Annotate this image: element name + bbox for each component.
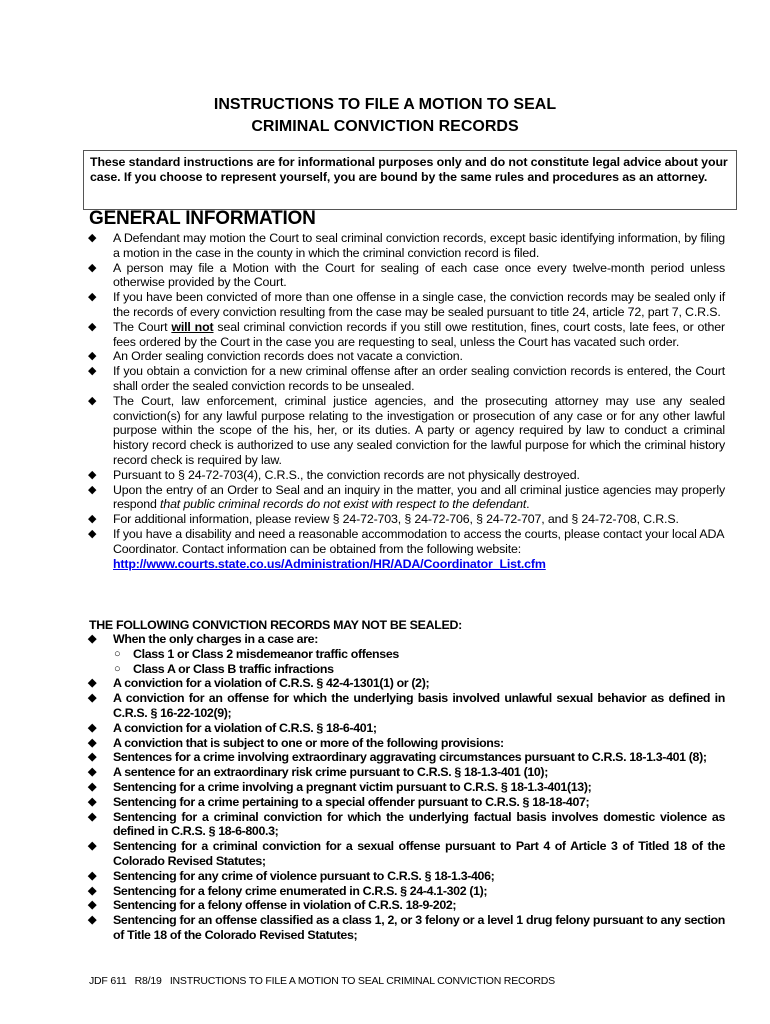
italic-text: that public criminal records do not exist with respect to the defendant — [160, 497, 527, 512]
item-text: A sentence for an extraordinary risk crime pursuant to C.R.S. § 18-1.3-401 (10); — [113, 765, 548, 780]
item-text: Sentencing for a criminal conviction for which the underlying factual basis involves domestic violence as defined in C.R.S. § 18-6-800.3; — [113, 809, 725, 839]
not-sealed-list — [88, 632, 725, 943]
item-text: Sentences for a crime involving extraordinary aggravating circumstances pursuant to C.R.S. 18-1.3-401 (8); — [113, 750, 707, 765]
list-item — [88, 394, 725, 468]
list-item — [88, 512, 725, 527]
diamond-bullet-icon: ◆ — [88, 884, 97, 897]
item-text: Sentencing for any crime of violence pursuant to C.R.S. § 18-1.3-406; — [113, 868, 495, 883]
list-item — [88, 483, 725, 513]
item-text: Class 1 or Class 2 misdemeanor traffic offenses — [133, 646, 399, 661]
circle-bullet-icon: ○ — [114, 662, 121, 675]
emphasis-will-not: will not — [171, 319, 214, 334]
item-text: When the only charges in a case are: — [113, 632, 318, 646]
diamond-bullet-icon: ◆ — [88, 291, 97, 304]
item-text: Pursuant to § 24-72-703(4), C.R.S., the conviction records are not physically destroyed. — [113, 467, 580, 482]
diamond-bullet-icon: ◆ — [88, 350, 97, 363]
item-text: The Court, law enforcement, criminal justice agencies, and the prosecuting attorney may use any sealed conviction(s) for any lawful purpose relating to the investigation or prosecution of any case or for any other lawful purpose within the scope of the his, her, or its duties. A party or agency required by law to conduct a criminal history record check is authorized to use any sealed conviction for the lawful purpose for which the criminal history record check is required by law. — [113, 393, 725, 467]
item-text: Sentencing for a felony crime enumerated in C.R.S. § 24-4.1-302 (1); — [113, 883, 488, 898]
list-item — [88, 261, 725, 291]
not-sealed-heading: THE FOLLOWING CONVICTION RECORDS MAY NOT BE SEALED: — [89, 618, 462, 632]
item-text: Sentencing for an offense classified as a class 1, 2, or 3 felony or a level 1 drug felony pursuant to any section of Title 18 of the Colorado Revised Statutes; — [113, 913, 725, 942]
diamond-bullet-icon: ◆ — [88, 914, 97, 927]
list-item — [88, 795, 725, 810]
item-text: Sentencing for a felony offense in violation of C.R.S. 18-9-202; — [113, 898, 457, 913]
diamond-bullet-icon: ◆ — [88, 751, 97, 764]
list-item — [88, 676, 725, 691]
diamond-bullet-icon: ◆ — [88, 810, 97, 823]
item-text: A person may file a Motion with the Court for sealing of each case once every twelve-month period unless otherwise provided by the Court. — [113, 260, 725, 290]
list-item — [88, 780, 725, 795]
item-text: The Court — [113, 319, 172, 334]
diamond-bullet-icon: ◆ — [88, 840, 97, 853]
list-item — [88, 721, 725, 736]
item-text: A conviction that is subject to one or more of the following provisions: — [113, 735, 504, 750]
item-text: Class A or Class B traffic infractions — [133, 661, 334, 676]
list-item — [88, 231, 725, 261]
list-item — [88, 765, 725, 780]
sub-list-item — [88, 662, 725, 677]
diamond-bullet-icon: ◆ — [88, 365, 97, 378]
diamond-bullet-icon: ◆ — [88, 633, 97, 645]
item-text: For additional information, please review § 24-72-703, § 24-72-706, § 24-72-707, and § 24-72-708, C.R.S. — [113, 512, 679, 527]
list-item — [88, 884, 725, 899]
diamond-bullet-icon: ◆ — [88, 468, 97, 481]
item-text: seal criminal conviction records if you still owe restitution, fines, court costs, late fees, or other fees ordered by the Court in the case you are requesting to seal, unless the Court has vacated such order. — [113, 319, 725, 349]
diamond-bullet-icon: ◆ — [88, 899, 97, 912]
list-item — [88, 349, 725, 364]
diamond-bullet-icon: ◆ — [88, 483, 97, 496]
list-item — [88, 736, 725, 751]
item-text: A Defendant may motion the Court to seal criminal conviction records, except basic identifying information, by filing a motion in the case in the county in which the criminal conviction record is filed. — [113, 231, 725, 260]
disclaimer-box: These standard instructions are for informational purposes only and do not constitute legal advice about your case. If you choose to represent yourself, you are bound by the same rules and procedures as an attorney. — [83, 150, 737, 210]
list-item — [88, 632, 725, 647]
item-text: Sentencing for a crime pertaining to a special offender pursuant to C.R.S. § 18-18-407; — [113, 794, 590, 809]
list-item — [88, 691, 725, 721]
page-footer: JDF 611 R8/19 INSTRUCTIONS TO FILE A MOTION TO SEAL CRIMINAL CONVICTION RECORDS — [89, 975, 555, 987]
list-item — [88, 468, 725, 483]
list-item — [88, 527, 725, 571]
item-text: Upon the entry of an Order to Seal and an inquiry in the matter, you and all criminal justice agencies may properly respond — [113, 482, 725, 512]
list-item — [88, 320, 725, 350]
diamond-bullet-icon: ◆ — [88, 394, 97, 407]
item-text: An Order sealing conviction records does not vacate a conviction. — [113, 349, 463, 364]
list-item — [88, 839, 725, 869]
list-item — [88, 913, 725, 943]
circle-bullet-icon: ○ — [114, 647, 121, 660]
diamond-bullet-icon: ◆ — [88, 721, 97, 734]
item-text: If you obtain a conviction for a new criminal offense after an order sealing conviction records is entered, the Court shall order the sealed conviction records to be unsealed. — [113, 364, 725, 393]
list-item — [88, 750, 725, 765]
item-text: A conviction for an offense for which the underlying basis involved unlawful sexual behavior as defined in C.R.S. § 16-22-102(9); — [113, 691, 725, 720]
list-item — [88, 898, 725, 913]
diamond-bullet-icon: ◆ — [88, 692, 97, 705]
diamond-bullet-icon: ◆ — [88, 736, 97, 749]
diamond-bullet-icon: ◆ — [88, 261, 97, 274]
list-item — [88, 290, 725, 320]
item-text: A conviction for a violation of C.R.S. § 18-6-401; — [113, 720, 377, 735]
item-text: . — [526, 497, 530, 512]
document-title — [0, 94, 770, 138]
item-text: If you have been convicted of more than one offense in a single case, the conviction records may be sealed only if the records of every conviction resulting from the case may be sealed pursuant to title 24, article 72, part 7, C.R.S. — [113, 290, 725, 319]
diamond-bullet-icon: ◆ — [88, 766, 97, 779]
item-text: If you have a disability and need a reasonable accommodation to access the courts, please contact your local ADA Coordinator. Contact information can be obtained from the following website: — [113, 526, 724, 556]
diamond-bullet-icon: ◆ — [88, 320, 97, 333]
list-item — [88, 869, 725, 884]
general-information-heading: GENERAL INFORMATION — [89, 208, 316, 229]
diamond-bullet-icon: ◆ — [88, 677, 97, 690]
title-line-1: INSTRUCTIONS TO FILE A MOTION TO SEAL — [213, 96, 557, 113]
general-information-list — [88, 231, 725, 571]
list-item — [88, 364, 725, 394]
ada-coordinator-link[interactable]: http://www.courts.state.co.us/Administration/HR/ADA/Coordinator_List.cfm — [113, 556, 546, 571]
diamond-bullet-icon: ◆ — [88, 232, 97, 244]
item-text: Sentencing for a criminal conviction for a sexual offense pursuant to Part 4 of Article 3 of Titled 18 of the Colorado Revised Statutes; — [113, 839, 725, 868]
sub-list-item — [88, 647, 725, 662]
diamond-bullet-icon: ◆ — [88, 527, 97, 540]
diamond-bullet-icon: ◆ — [88, 513, 97, 526]
list-item — [88, 810, 725, 840]
diamond-bullet-icon: ◆ — [88, 869, 97, 882]
title-line-2: CRIMINAL CONVICTION RECORDS — [251, 118, 519, 135]
item-text: A conviction for a violation of C.R.S. § 42-4-1301(1) or (2); — [113, 676, 430, 691]
diamond-bullet-icon: ◆ — [88, 780, 97, 793]
diamond-bullet-icon: ◆ — [88, 795, 97, 808]
item-text: Sentencing for a crime involving a pregnant victim pursuant to C.R.S. § 18-1.3-401(13); — [113, 779, 592, 794]
